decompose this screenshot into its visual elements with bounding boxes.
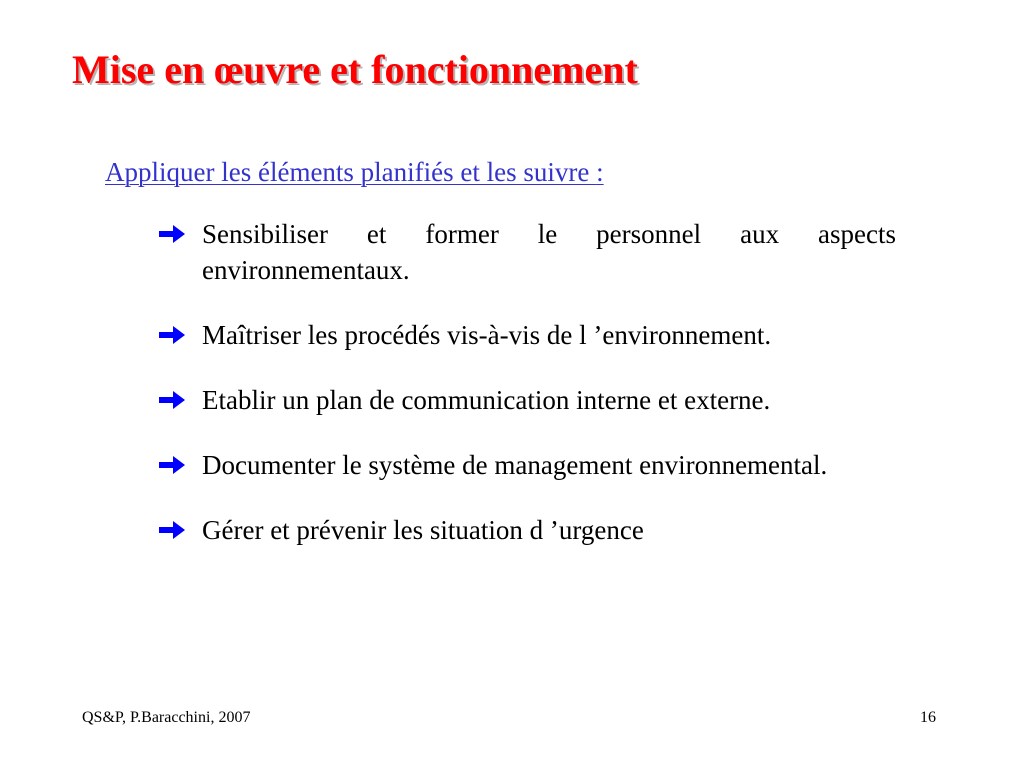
right-arrow-icon <box>158 224 186 244</box>
right-arrow-icon <box>158 455 186 475</box>
bullet-item <box>158 382 896 418</box>
bullet-text: Maîtriser les procédés vis-à-vis de l ’environnement. <box>202 320 772 350</box>
right-arrow-icon <box>158 520 186 540</box>
bullet-item <box>158 447 896 483</box>
section-heading-colon: : <box>596 157 604 187</box>
section-heading <box>105 154 604 190</box>
slide-title: Mise en œuvre et fonctionnement <box>72 47 638 92</box>
footer-credit: QS&P, P.Baracchini, 2007 <box>82 709 251 726</box>
bullet-item <box>158 512 896 548</box>
bullet-text: Documenter le système de management environnemental. <box>202 450 828 480</box>
right-arrow-icon <box>158 390 186 410</box>
right-arrow-icon <box>158 325 186 345</box>
bullet-list <box>158 216 896 548</box>
bullet-item <box>158 216 896 288</box>
page-number: 16 <box>920 709 936 726</box>
bullet-text: Etablir un plan de communication interne et externe. <box>202 385 771 415</box>
bullet-text: Sensibiliser et former le personnel aux aspects environnementaux. <box>202 219 896 285</box>
section-heading-text: Appliquer les éléments planifiés et les suivre <box>105 157 597 187</box>
bullet-item <box>158 317 896 353</box>
bullet-text: Gérer et prévenir les situation d ’urgence <box>202 515 644 545</box>
